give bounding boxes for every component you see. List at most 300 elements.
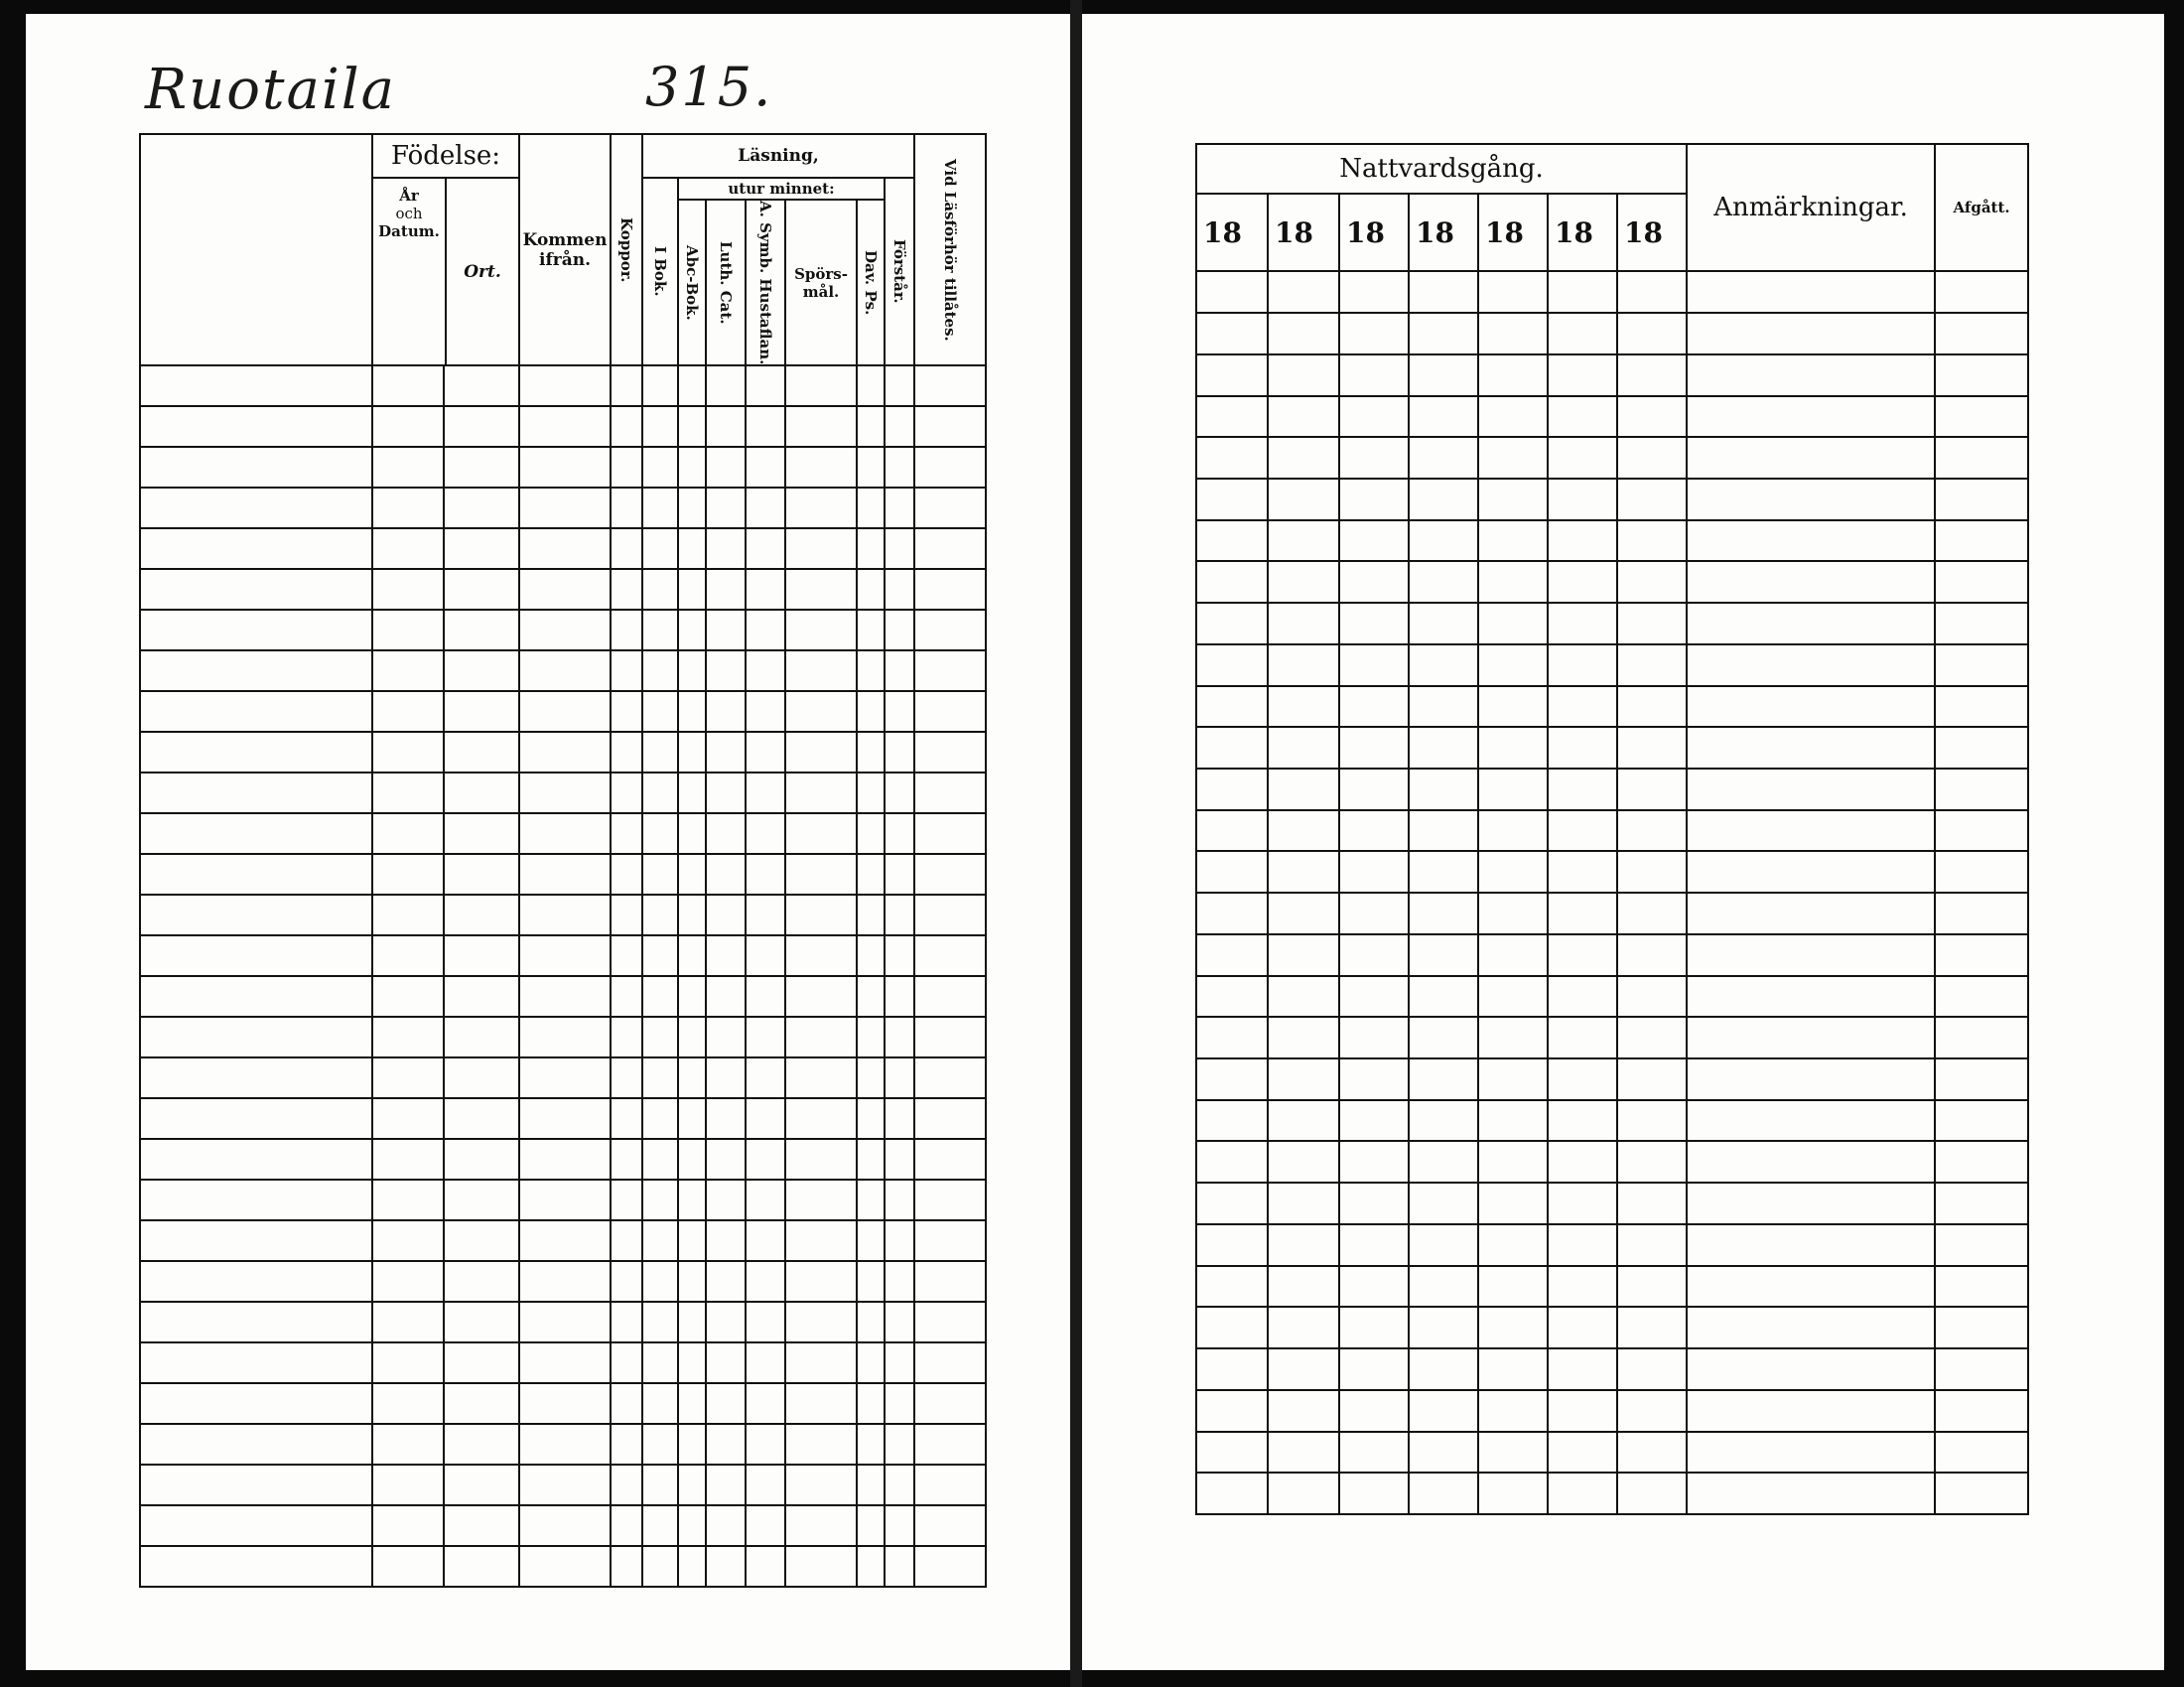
register-cell[interactable] [1617, 1224, 1687, 1266]
register-cell[interactable] [885, 1017, 914, 1057]
register-cell[interactable] [1268, 1473, 1339, 1514]
register-cell[interactable] [372, 406, 444, 447]
register-cell[interactable] [746, 1180, 785, 1220]
register-cell[interactable] [1548, 1432, 1617, 1474]
register-cell[interactable] [611, 1220, 642, 1261]
register-cell[interactable] [914, 1017, 986, 1057]
register-cell[interactable] [1478, 1348, 1548, 1390]
register-cell[interactable] [857, 976, 885, 1017]
register-cell[interactable] [1617, 271, 1687, 313]
register-cell[interactable] [1196, 893, 1268, 934]
register-cell[interactable] [1409, 603, 1478, 644]
register-cell[interactable] [372, 1505, 444, 1546]
register-cell[interactable] [1339, 1100, 1409, 1142]
register-cell[interactable] [1935, 686, 2028, 728]
register-cell[interactable] [857, 1017, 885, 1057]
register-cell[interactable] [1478, 1432, 1548, 1474]
register-cell[interactable] [678, 854, 706, 895]
register-cell[interactable] [642, 1383, 678, 1424]
register-cell[interactable] [642, 1424, 678, 1465]
register-cell[interactable] [785, 610, 857, 650]
register-cell[interactable] [1617, 810, 1687, 852]
register-cell[interactable] [519, 488, 611, 528]
register-cell[interactable] [1268, 603, 1339, 644]
register-cell[interactable] [1339, 976, 1409, 1018]
register-cell[interactable] [1196, 1141, 1268, 1183]
register-cell[interactable] [678, 610, 706, 650]
register-cell[interactable] [706, 447, 746, 488]
register-cell[interactable] [1687, 686, 1935, 728]
register-cell[interactable] [746, 1505, 785, 1546]
register-cell[interactable] [1617, 1266, 1687, 1308]
register-cell[interactable] [678, 1505, 706, 1546]
register-cell[interactable] [140, 610, 372, 650]
register-cell[interactable] [746, 1057, 785, 1098]
register-cell[interactable] [519, 610, 611, 650]
register-cell[interactable] [372, 1057, 444, 1098]
register-cell[interactable] [519, 1098, 611, 1139]
register-cell[interactable] [785, 895, 857, 935]
register-cell[interactable] [857, 365, 885, 406]
register-cell[interactable] [1268, 561, 1339, 603]
register-cell[interactable] [678, 1465, 706, 1505]
register-cell[interactable] [1409, 1390, 1478, 1432]
register-cell[interactable] [1935, 1183, 2028, 1224]
register-cell[interactable] [444, 935, 519, 976]
register-cell[interactable] [444, 1098, 519, 1139]
register-cell[interactable] [706, 1139, 746, 1180]
register-cell[interactable] [519, 650, 611, 691]
register-cell[interactable] [444, 1139, 519, 1180]
register-cell[interactable] [1339, 396, 1409, 438]
register-cell[interactable] [1339, 1473, 1409, 1514]
register-cell[interactable] [444, 569, 519, 610]
register-cell[interactable] [1617, 1017, 1687, 1058]
register-cell[interactable] [746, 732, 785, 773]
register-cell[interactable] [1339, 1307, 1409, 1348]
register-cell[interactable] [1196, 313, 1268, 354]
register-cell[interactable] [1617, 1432, 1687, 1474]
register-cell[interactable] [1339, 1017, 1409, 1058]
register-cell[interactable] [1687, 313, 1935, 354]
register-cell[interactable] [1687, 1473, 1935, 1514]
register-cell[interactable] [785, 1546, 857, 1587]
register-cell[interactable] [1196, 354, 1268, 396]
register-cell[interactable] [678, 1220, 706, 1261]
register-cell[interactable] [1268, 271, 1339, 313]
register-cell[interactable] [746, 447, 785, 488]
register-cell[interactable] [1409, 810, 1478, 852]
register-cell[interactable] [519, 1342, 611, 1383]
register-cell[interactable] [1687, 1224, 1935, 1266]
register-cell[interactable] [785, 406, 857, 447]
register-cell[interactable] [1548, 1390, 1617, 1432]
register-cell[interactable] [1617, 976, 1687, 1018]
register-cell[interactable] [611, 406, 642, 447]
register-cell[interactable] [519, 732, 611, 773]
register-cell[interactable] [678, 488, 706, 528]
register-cell[interactable] [1935, 727, 2028, 769]
register-cell[interactable] [1409, 893, 1478, 934]
register-cell[interactable] [785, 569, 857, 610]
register-cell[interactable] [140, 935, 372, 976]
register-cell[interactable] [1339, 934, 1409, 976]
register-cell[interactable] [140, 691, 372, 732]
register-cell[interactable] [678, 732, 706, 773]
register-cell[interactable] [1617, 1058, 1687, 1100]
register-cell[interactable] [140, 1383, 372, 1424]
register-cell[interactable] [1339, 644, 1409, 686]
register-cell[interactable] [857, 1302, 885, 1342]
register-cell[interactable] [885, 1261, 914, 1302]
register-cell[interactable] [914, 1302, 986, 1342]
register-cell[interactable] [678, 935, 706, 976]
register-cell[interactable] [1548, 727, 1617, 769]
register-cell[interactable] [372, 1424, 444, 1465]
register-cell[interactable] [914, 854, 986, 895]
register-cell[interactable] [785, 976, 857, 1017]
register-cell[interactable] [885, 1180, 914, 1220]
register-cell[interactable] [1478, 1224, 1548, 1266]
register-cell[interactable] [642, 1465, 678, 1505]
register-cell[interactable] [1935, 934, 2028, 976]
register-cell[interactable] [1548, 561, 1617, 603]
register-cell[interactable] [140, 1302, 372, 1342]
register-cell[interactable] [1196, 1432, 1268, 1474]
register-cell[interactable] [746, 1465, 785, 1505]
register-cell[interactable] [706, 610, 746, 650]
register-cell[interactable] [1935, 1224, 2028, 1266]
register-cell[interactable] [1339, 810, 1409, 852]
register-cell[interactable] [1196, 1307, 1268, 1348]
register-cell[interactable] [885, 365, 914, 406]
register-cell[interactable] [372, 1546, 444, 1587]
register-cell[interactable] [1687, 271, 1935, 313]
register-cell[interactable] [1339, 893, 1409, 934]
register-cell[interactable] [642, 1302, 678, 1342]
register-cell[interactable] [1409, 976, 1478, 1018]
register-cell[interactable] [706, 1261, 746, 1302]
register-cell[interactable] [1548, 437, 1617, 479]
register-cell[interactable] [857, 813, 885, 854]
register-cell[interactable] [611, 1383, 642, 1424]
register-cell[interactable] [746, 1342, 785, 1383]
register-cell[interactable] [914, 1383, 986, 1424]
register-cell[interactable] [914, 773, 986, 813]
register-cell[interactable] [611, 1505, 642, 1546]
register-cell[interactable] [1617, 1390, 1687, 1432]
register-cell[interactable] [746, 813, 785, 854]
register-cell[interactable] [1196, 561, 1268, 603]
register-cell[interactable] [444, 365, 519, 406]
register-cell[interactable] [140, 1057, 372, 1098]
register-cell[interactable] [611, 732, 642, 773]
register-cell[interactable] [1548, 354, 1617, 396]
register-cell[interactable] [857, 1505, 885, 1546]
register-cell[interactable] [140, 773, 372, 813]
register-cell[interactable] [519, 1017, 611, 1057]
register-cell[interactable] [1478, 520, 1548, 562]
register-cell[interactable] [885, 1220, 914, 1261]
register-cell[interactable] [914, 813, 986, 854]
register-cell[interactable] [857, 1383, 885, 1424]
register-cell[interactable] [1339, 1266, 1409, 1308]
register-cell[interactable] [1478, 727, 1548, 769]
register-cell[interactable] [914, 1220, 986, 1261]
register-cell[interactable] [444, 773, 519, 813]
register-cell[interactable] [372, 854, 444, 895]
register-cell[interactable] [519, 1424, 611, 1465]
register-cell[interactable] [678, 1139, 706, 1180]
register-cell[interactable] [885, 1505, 914, 1546]
register-cell[interactable] [1935, 1266, 2028, 1308]
register-cell[interactable] [1409, 769, 1478, 810]
register-cell[interactable] [914, 447, 986, 488]
register-cell[interactable] [678, 773, 706, 813]
register-cell[interactable] [785, 773, 857, 813]
register-cell[interactable] [1548, 1017, 1617, 1058]
register-cell[interactable] [785, 691, 857, 732]
register-cell[interactable] [914, 1180, 986, 1220]
register-cell[interactable] [1935, 1307, 2028, 1348]
register-cell[interactable] [746, 691, 785, 732]
register-cell[interactable] [444, 1017, 519, 1057]
register-cell[interactable] [642, 1098, 678, 1139]
register-cell[interactable] [1687, 1432, 1935, 1474]
register-cell[interactable] [1687, 1017, 1935, 1058]
register-cell[interactable] [519, 1302, 611, 1342]
register-cell[interactable] [1339, 354, 1409, 396]
register-cell[interactable] [1548, 644, 1617, 686]
register-cell[interactable] [372, 732, 444, 773]
register-cell[interactable] [1196, 1100, 1268, 1142]
register-cell[interactable] [914, 650, 986, 691]
register-cell[interactable] [746, 1546, 785, 1587]
register-cell[interactable] [914, 935, 986, 976]
register-cell[interactable] [857, 773, 885, 813]
register-cell[interactable] [611, 1261, 642, 1302]
register-cell[interactable] [1339, 769, 1409, 810]
register-cell[interactable] [642, 1505, 678, 1546]
register-cell[interactable] [1409, 271, 1478, 313]
register-cell[interactable] [746, 1139, 785, 1180]
register-cell[interactable] [1196, 1390, 1268, 1432]
register-cell[interactable] [1339, 479, 1409, 520]
register-cell[interactable] [444, 1057, 519, 1098]
register-cell[interactable] [1687, 1183, 1935, 1224]
register-cell[interactable] [914, 610, 986, 650]
register-cell[interactable] [885, 447, 914, 488]
register-cell[interactable] [914, 365, 986, 406]
register-cell[interactable] [746, 610, 785, 650]
register-cell[interactable] [1268, 354, 1339, 396]
register-cell[interactable] [914, 732, 986, 773]
register-cell[interactable] [1409, 644, 1478, 686]
register-cell[interactable] [706, 1220, 746, 1261]
register-cell[interactable] [519, 854, 611, 895]
register-cell[interactable] [642, 1139, 678, 1180]
register-cell[interactable] [1617, 520, 1687, 562]
register-cell[interactable] [1268, 727, 1339, 769]
register-cell[interactable] [857, 1465, 885, 1505]
register-cell[interactable] [611, 1302, 642, 1342]
register-cell[interactable] [1935, 1058, 2028, 1100]
register-cell[interactable] [706, 691, 746, 732]
register-cell[interactable] [1478, 934, 1548, 976]
register-cell[interactable] [611, 854, 642, 895]
register-cell[interactable] [519, 406, 611, 447]
register-cell[interactable] [519, 1180, 611, 1220]
register-cell[interactable] [1409, 1224, 1478, 1266]
register-cell[interactable] [1687, 851, 1935, 893]
register-cell[interactable] [1548, 1307, 1617, 1348]
register-cell[interactable] [746, 1220, 785, 1261]
register-cell[interactable] [1268, 1432, 1339, 1474]
register-cell[interactable] [914, 976, 986, 1017]
register-cell[interactable] [1339, 603, 1409, 644]
register-cell[interactable] [785, 854, 857, 895]
register-cell[interactable] [785, 1139, 857, 1180]
register-cell[interactable] [1196, 851, 1268, 893]
register-cell[interactable] [914, 569, 986, 610]
register-cell[interactable] [444, 691, 519, 732]
register-cell[interactable] [1548, 520, 1617, 562]
register-cell[interactable] [1548, 1141, 1617, 1183]
register-cell[interactable] [1196, 727, 1268, 769]
register-cell[interactable] [1196, 1473, 1268, 1514]
register-cell[interactable] [678, 1424, 706, 1465]
register-cell[interactable] [1196, 520, 1268, 562]
register-cell[interactable] [1478, 1390, 1548, 1432]
register-cell[interactable] [444, 976, 519, 1017]
register-cell[interactable] [1548, 1473, 1617, 1514]
register-cell[interactable] [678, 1180, 706, 1220]
register-cell[interactable] [1617, 893, 1687, 934]
register-cell[interactable] [1687, 561, 1935, 603]
register-cell[interactable] [914, 895, 986, 935]
register-cell[interactable] [1935, 603, 2028, 644]
register-cell[interactable] [519, 1220, 611, 1261]
register-cell[interactable] [746, 650, 785, 691]
register-cell[interactable] [678, 447, 706, 488]
register-cell[interactable] [1409, 1183, 1478, 1224]
register-cell[interactable] [746, 1383, 785, 1424]
register-cell[interactable] [444, 406, 519, 447]
register-cell[interactable] [885, 1465, 914, 1505]
register-cell[interactable] [885, 1546, 914, 1587]
register-cell[interactable] [1687, 644, 1935, 686]
register-cell[interactable] [1687, 396, 1935, 438]
register-cell[interactable] [678, 1546, 706, 1587]
register-cell[interactable] [678, 813, 706, 854]
register-cell[interactable] [1339, 1058, 1409, 1100]
register-cell[interactable] [1935, 520, 2028, 562]
register-cell[interactable] [611, 610, 642, 650]
register-cell[interactable] [1935, 479, 2028, 520]
register-cell[interactable] [1935, 1432, 2028, 1474]
register-cell[interactable] [1548, 851, 1617, 893]
register-cell[interactable] [372, 528, 444, 569]
register-cell[interactable] [1548, 479, 1617, 520]
register-cell[interactable] [1409, 561, 1478, 603]
register-cell[interactable] [519, 1465, 611, 1505]
register-cell[interactable] [1268, 1100, 1339, 1142]
register-cell[interactable] [1268, 934, 1339, 976]
register-cell[interactable] [914, 406, 986, 447]
register-cell[interactable] [611, 365, 642, 406]
register-cell[interactable] [746, 1424, 785, 1465]
register-cell[interactable] [857, 732, 885, 773]
register-cell[interactable] [885, 732, 914, 773]
register-cell[interactable] [444, 1180, 519, 1220]
register-cell[interactable] [140, 1220, 372, 1261]
register-cell[interactable] [914, 1465, 986, 1505]
register-cell[interactable] [1268, 976, 1339, 1018]
register-cell[interactable] [857, 935, 885, 976]
register-cell[interactable] [857, 691, 885, 732]
register-cell[interactable] [1196, 1266, 1268, 1308]
register-cell[interactable] [1409, 1307, 1478, 1348]
register-cell[interactable] [746, 1098, 785, 1139]
register-cell[interactable] [1935, 644, 2028, 686]
register-cell[interactable] [706, 488, 746, 528]
register-cell[interactable] [706, 1465, 746, 1505]
register-cell[interactable] [1935, 893, 2028, 934]
register-cell[interactable] [1196, 396, 1268, 438]
register-cell[interactable] [1687, 1100, 1935, 1142]
register-cell[interactable] [519, 895, 611, 935]
register-cell[interactable] [1268, 810, 1339, 852]
register-cell[interactable] [1478, 1017, 1548, 1058]
register-cell[interactable] [678, 1383, 706, 1424]
register-cell[interactable] [444, 854, 519, 895]
register-cell[interactable] [1478, 313, 1548, 354]
register-cell[interactable] [1409, 1017, 1478, 1058]
register-cell[interactable] [746, 773, 785, 813]
register-cell[interactable] [885, 813, 914, 854]
register-cell[interactable] [885, 569, 914, 610]
register-cell[interactable] [885, 406, 914, 447]
register-cell[interactable] [785, 447, 857, 488]
register-cell[interactable] [1409, 1058, 1478, 1100]
register-cell[interactable] [444, 610, 519, 650]
register-cell[interactable] [857, 1098, 885, 1139]
register-cell[interactable] [642, 854, 678, 895]
register-cell[interactable] [746, 569, 785, 610]
register-cell[interactable] [1935, 1348, 2028, 1390]
register-cell[interactable] [1409, 520, 1478, 562]
register-cell[interactable] [140, 1261, 372, 1302]
register-cell[interactable] [611, 1098, 642, 1139]
register-cell[interactable] [372, 1261, 444, 1302]
register-cell[interactable] [642, 1546, 678, 1587]
register-cell[interactable] [1196, 271, 1268, 313]
register-cell[interactable] [444, 1383, 519, 1424]
register-cell[interactable] [1478, 1266, 1548, 1308]
register-cell[interactable] [372, 773, 444, 813]
register-cell[interactable] [140, 976, 372, 1017]
register-cell[interactable] [642, 691, 678, 732]
register-cell[interactable] [1409, 479, 1478, 520]
register-cell[interactable] [519, 1057, 611, 1098]
register-cell[interactable] [444, 650, 519, 691]
register-cell[interactable] [1196, 644, 1268, 686]
register-cell[interactable] [611, 976, 642, 1017]
register-cell[interactable] [611, 1180, 642, 1220]
register-cell[interactable] [444, 447, 519, 488]
register-cell[interactable] [746, 1302, 785, 1342]
register-cell[interactable] [1478, 810, 1548, 852]
